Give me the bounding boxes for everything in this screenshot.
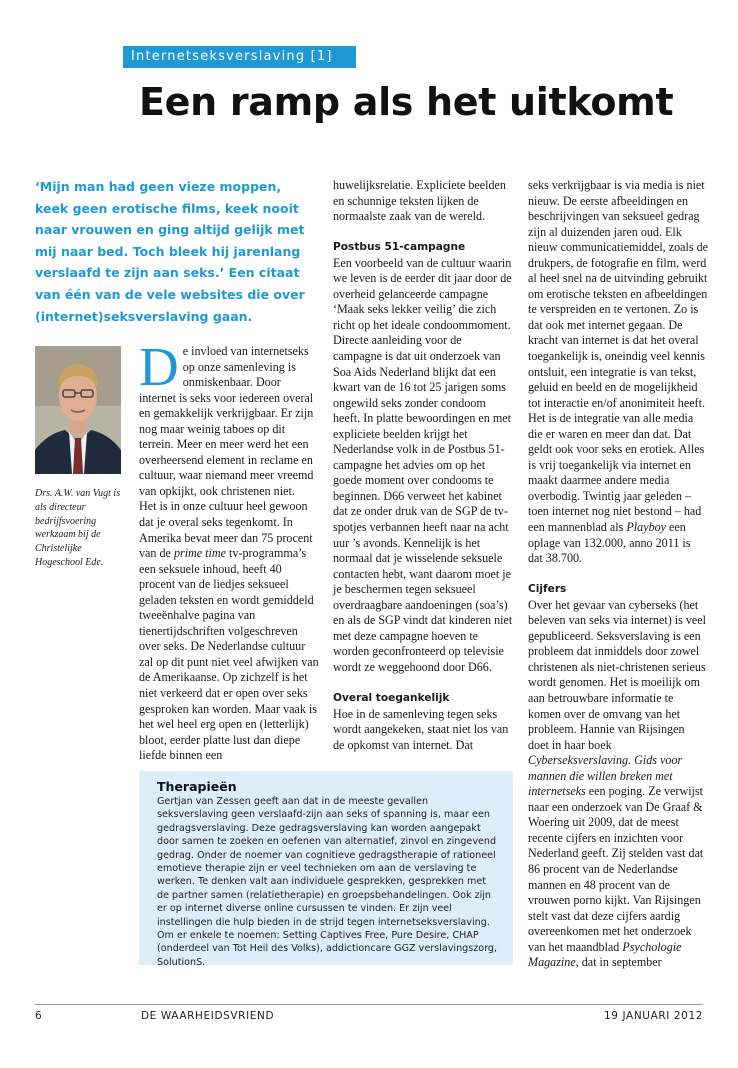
subheading: Cijfers	[528, 583, 567, 596]
publication-name: DE WAARHEIDSVRIEND	[141, 1010, 275, 1022]
box-title: Therapieën	[157, 779, 237, 794]
paragraph: Een voorbeeld van de cultuur waarin we leven is de eerder dit jaar door de overheid gelanceerde campagne ‘Maak seks lekker veilig’ die zich richt op het ideale condoommoment. Directe aanleiding voor de campagne is dat uit onderzoek van Soa Aids Nederland blijkt dat een kwart van de 16 tot 25 jarigen soms ongewild seks zonder condoom heeft. In platte bewoordingen en met expliciete beelden krijgt het Nederlandse volk in de Postbus 51-campagne het advies om op het goede moment over condooms te beginnen. D66 verweet het kabinet dat ze onder druk van de SGP de tv-spotjes verbannen heeft naar na acht uur ’s avonds. Kennelijk is het normaal dat je wisselende seksuele contacten hebt, want daarom moet je je beschermen tegen seksueel overdraagbare aandoeningen (soa’s) en als de SGP vindt dat kinderen niet met deze campagne hoeven te worden geconfronteerd op televisie wordt ze weggehoond door D66.	[333, 255, 513, 674]
sidebar-box-therapieen	[139, 771, 513, 968]
intro-quote: ‘Mijn man had geen vieze moppen, keek geen erotische films, keek nooit naar vrouwen en ging altijd gelijk met mij naar bed. Toch bleek hij jarenlang verslaafd te zijn aan seks.’ Een citaat van één van de vele websites die over (internet)seksverslaving gaan.	[35, 179, 305, 324]
paragraph: Hoe in de samenleving tegen seks wordt aangekeken, staat niet los van de opkomst van internet. Dat	[333, 706, 509, 752]
paragraph: Het is in onze cultuur heel gewoon dat je overal seks tegenkomt. In Amerika bevat meer dan 75 procent van de prime time tv-programma’s een seksuele inhoud, heeft 40 procent van de liedjes seksueel geladen teksten en wordt gemiddeld tweeënhalve pagina van tienertijdschriften volgeschreven over seks. De Nederlandse cultuur zal op dit punt niet veel afwijken van de Amerikaanse. Op zichzelf is het niet verkeerd dat er open over seks gesproken kan worden. Maar vaak is het wel heel erg open en (letterlijk) bloot, eerder platte lust dan diepe liefde binnen een	[139, 499, 319, 763]
lead-paragraph: De invloed van internetseks op onze samenleving is onmiskenbaar. Door internet is seks voor iedereen overal en gemakkelijk verkrijgbaar. Er zijn nog maar weinig taboes op dit terrein. Meer en meer werd het een overheersend element in reclame en cultuur, waar niemand meer vreemd van opkijkt, ook christenen niet.	[139, 336, 314, 498]
headline: Een ramp als het uitkomt	[139, 80, 674, 124]
paragraph: huwelijksrelatie. Expliciete beelden en schunnige teksten lijken de normaalste zaak van de wereld.	[333, 178, 506, 224]
paragraph: seks verkrijgbaar is via media is niet nieuw. De eerste afbeeldingen en beschrijvingen van seksueel gedrag zijn al duizenden jaren oud. Elk nieuw communicatiemiddel, zoals de drukpers, de fotografie en film, werd al heel snel na de uitvinding gebruikt om erotische teksten en afbeeldingen te verspreiden en te vertonen. Zo is dat ook met internet gegaan. De kracht van internet is dat het overal toegankelijk is, oneindig veel kennis ontsluit, een integratie is van tekst, geluid en beeld en de mogelijkheid tot interactie en/of anonimiteit heeft. Het is de integratie van alle media die er waren en meer dan dat. Dat geldt ook voor seks en erotiek. Alles is vrij toegankelijk via internet en maakt daarmee andere media overbodig. Twintig jaar geleden – toen internet nog niet bestond – had een mannenblad als Playboy een oplage van 132.000, anno 2011 is dat 38.700.	[528, 178, 709, 566]
section-label: Internetseksverslaving [1]	[123, 46, 356, 68]
article-column-3	[528, 178, 708, 971]
issue-date: 19 JANUARI 2012	[604, 1010, 703, 1022]
photo-caption: Drs. A.W. van Vugt is als directeur bedrijfsvoering werkzaam bij de Christelijke Hogeschool Ede.	[35, 488, 121, 568]
subheading: Postbus 51-campagne	[333, 241, 466, 254]
box-text: Gertjan van Zessen geeft aan dat in de meeste gevallen seksverslaving geen verslaafd-zijn aan seks of spanning is, maar een gedragsverslaving. Deze gedragsverslaving kan worden aangepakt door samen te zoeken en oefenen van alternatief, zinvol en zingevend gedrag. Onder de noemer van cognitieve gedragstherapie of rationeel emotieve therapie zijn er veel technieken om aan de verslaving te werken. Te denken valt aan individuele gesprekken, gesprekken met de partner samen (relatietherapie) en groepsbehandelingen. Ook zijn er op internet diverse online cursussen te vinden. Er zijn veel instellingen die hulp bieden in de strijd tegen internetseksverslaving. Om er enkele te noemen: Setting Captives Free, Pure Desire, CHAP (onderdeel van Tot Heil des Volks), addictioncare GGZ verslavingszorg, SolutionS.	[157, 796, 498, 968]
paragraph: Over het gevaar van cyberseks (het beleven van seks via internet) is veel gepubliceerd. Seksverslaving is een probleem dat inmiddels door zowel christenen als niet-christenen serieus wordt genomen. Het is moeilijk om aan betrouwbare informatie te komen over de omvang van het probleem. Hannie van Rijsingen doet in haar boek Cyberseksverslaving. Gids voor mannen die willen breken met internetseks een poging. Ze verwijst naar een onderzoek van De Graaf & Woering uit 2009, dat de meest recente cijfers en inzichten voor Nederland geeft. Zij stelden vast dat 86 procent van de Nederlandse mannen en 48 procent van de vrouwen porno kijkt. Van Rijsingen stelt vast dat deze cijfers aardig overeenkomen met het onderzoek van het maandblad Psychologie Magazine, dat in september	[528, 597, 706, 970]
subheading: Overal toegankelijk	[333, 691, 450, 704]
footer-divider	[35, 1004, 703, 1005]
article-column-1	[139, 336, 319, 764]
page-number: 6	[35, 1010, 43, 1022]
author-photo	[35, 346, 121, 474]
article-column-2	[333, 178, 513, 753]
drop-cap: D	[139, 336, 179, 397]
